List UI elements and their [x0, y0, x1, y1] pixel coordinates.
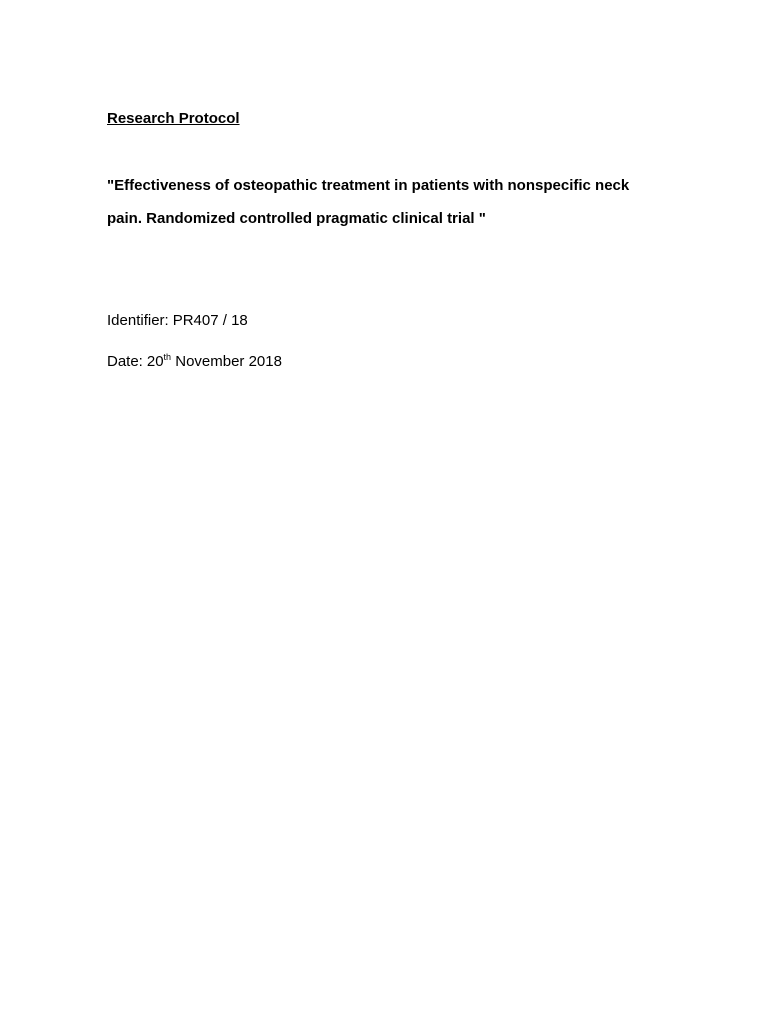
date-ordinal-suffix: th: [163, 352, 172, 362]
date-day: 20: [146, 353, 164, 370]
date-line: [107, 352, 282, 370]
identifier-line: [107, 312, 248, 329]
title-line-2: pain. Randomized controlled pragmatic clinical trial ": [107, 210, 486, 227]
identifier-value: PR407 / 18: [172, 312, 248, 329]
date-rest: November 2018: [171, 353, 282, 370]
identifier-label: Identifier:: [107, 312, 169, 329]
title-line-1: "Effectiveness of osteopathic treatment in patients with nonspecific neck: [107, 177, 630, 194]
date-label: Date:: [107, 353, 143, 370]
document-heading: Research Protocol: [107, 110, 240, 127]
